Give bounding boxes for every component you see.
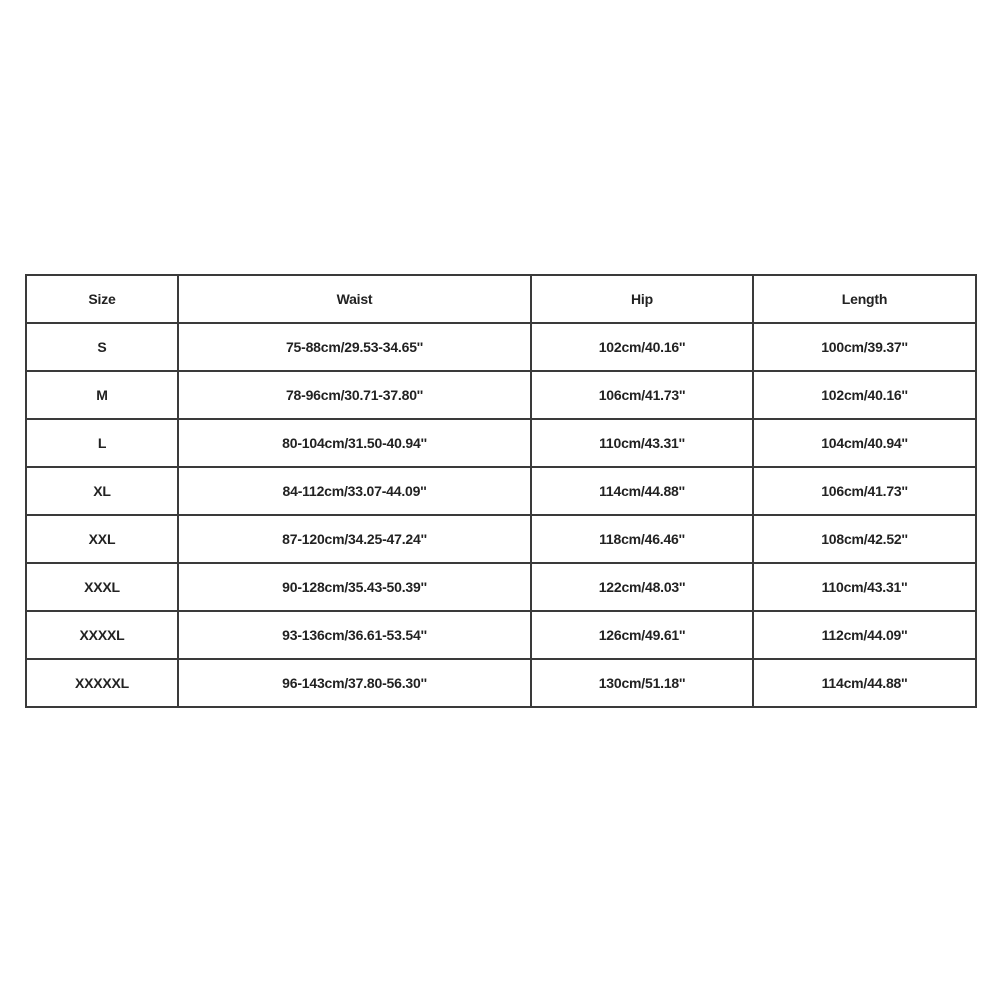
cell-waist: 80-104cm/31.50-40.94'' xyxy=(178,419,531,467)
cell-hip: 126cm/49.61'' xyxy=(531,611,753,659)
table-row xyxy=(26,659,976,707)
cell-hip: 106cm/41.73'' xyxy=(531,371,753,419)
cell-length: 114cm/44.88'' xyxy=(753,659,976,707)
cell-size: XXL xyxy=(26,515,178,563)
cell-size: L xyxy=(26,419,178,467)
cell-length: 110cm/43.31'' xyxy=(753,563,976,611)
table-header-row xyxy=(26,275,976,323)
cell-hip: 118cm/46.46'' xyxy=(531,515,753,563)
cell-size: XXXXL xyxy=(26,611,178,659)
header-waist: Waist xyxy=(178,275,531,323)
size-chart-table xyxy=(25,274,977,708)
cell-waist: 96-143cm/37.80-56.30'' xyxy=(178,659,531,707)
cell-hip: 102cm/40.16'' xyxy=(531,323,753,371)
cell-length: 106cm/41.73'' xyxy=(753,467,976,515)
cell-length: 108cm/42.52'' xyxy=(753,515,976,563)
table-row xyxy=(26,419,976,467)
cell-waist: 87-120cm/34.25-47.24'' xyxy=(178,515,531,563)
cell-length: 102cm/40.16'' xyxy=(753,371,976,419)
cell-waist: 75-88cm/29.53-34.65'' xyxy=(178,323,531,371)
cell-hip: 130cm/51.18'' xyxy=(531,659,753,707)
cell-size: S xyxy=(26,323,178,371)
table-row xyxy=(26,323,976,371)
cell-length: 104cm/40.94'' xyxy=(753,419,976,467)
header-hip: Hip xyxy=(531,275,753,323)
cell-size: XXXXXL xyxy=(26,659,178,707)
cell-size: XL xyxy=(26,467,178,515)
header-size: Size xyxy=(26,275,178,323)
table-row xyxy=(26,371,976,419)
cell-length: 112cm/44.09'' xyxy=(753,611,976,659)
header-length: Length xyxy=(753,275,976,323)
cell-length: 100cm/39.37'' xyxy=(753,323,976,371)
cell-waist: 93-136cm/36.61-53.54'' xyxy=(178,611,531,659)
cell-waist: 84-112cm/33.07-44.09'' xyxy=(178,467,531,515)
table-row xyxy=(26,515,976,563)
table-row xyxy=(26,467,976,515)
cell-hip: 114cm/44.88'' xyxy=(531,467,753,515)
cell-hip: 110cm/43.31'' xyxy=(531,419,753,467)
table-row xyxy=(26,563,976,611)
cell-size: M xyxy=(26,371,178,419)
cell-hip: 122cm/48.03'' xyxy=(531,563,753,611)
table-row xyxy=(26,611,976,659)
cell-waist: 78-96cm/30.71-37.80'' xyxy=(178,371,531,419)
cell-waist: 90-128cm/35.43-50.39'' xyxy=(178,563,531,611)
cell-size: XXXL xyxy=(26,563,178,611)
